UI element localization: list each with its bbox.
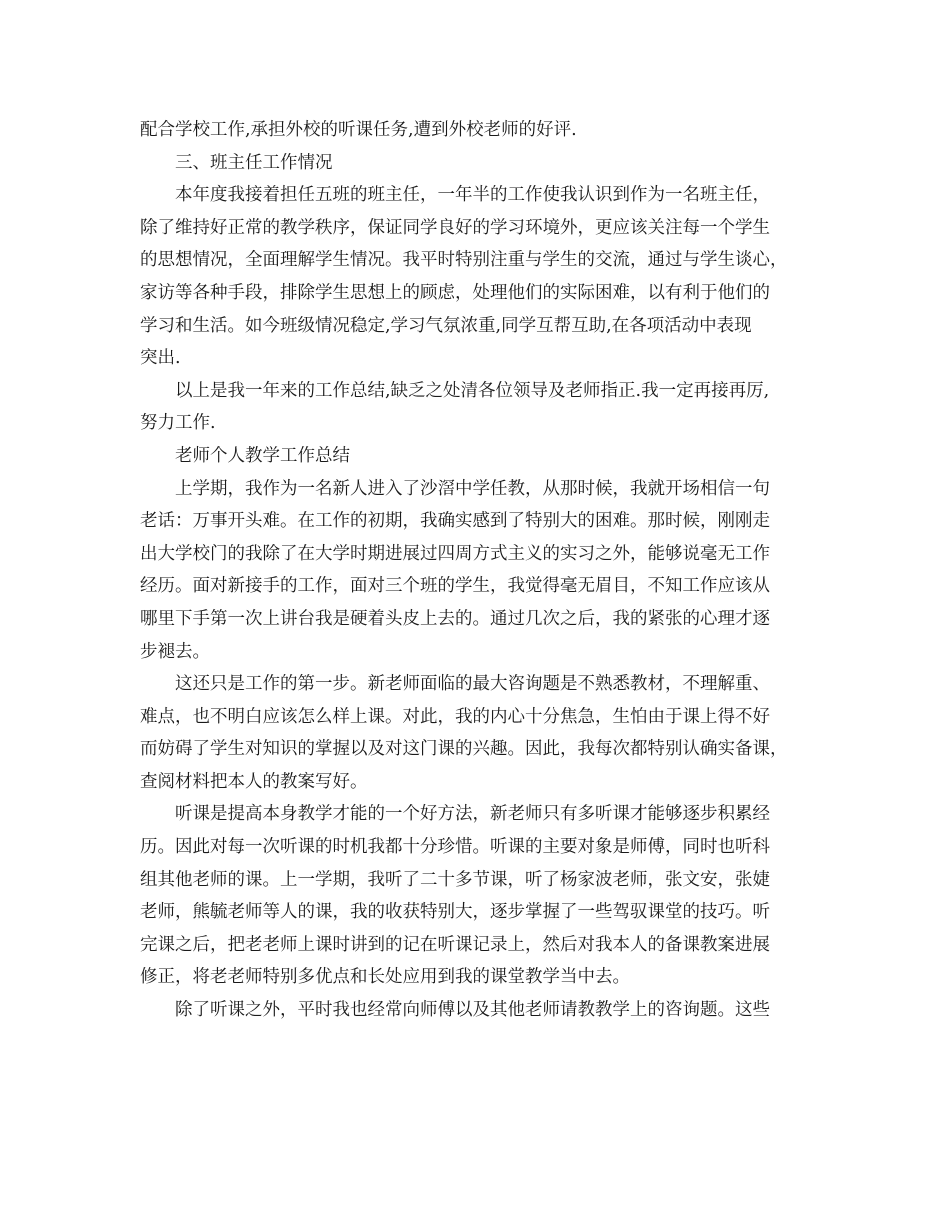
text-line: 经历。面对新接手的工作，面对三个班的学生，我觉得毫无眉目，不知工作应该从 [140,576,770,597]
text-line: 除了维持好正常的教学秩序，保证同学良好的学习环境外，更应该关注每一个学生 [140,217,770,238]
text-line: 哪里下手第一次上讲台我是硬着头皮上去的。通过几次之后，我的紧张的心理才逐 [140,608,770,629]
text-line: 突出. [140,348,181,369]
text-line: 家访等各种手段，排除学生思想上的顾虑，处理他们的实际困难，以有利于他们的 [140,282,770,303]
text-line: 查阅材料把本人的教案写好。 [140,771,368,792]
text-line: 历。因此对每一次听课的时机我都十分珍惜。听课的主要对象是师傅，同时也听科 [140,837,770,858]
text-line: 除了听课之外，平时我也经常向师傅以及其他老师请教教学上的咨询题。这些 [175,1000,770,1021]
text-line: 修正，将老老师特别多优点和长处应用到我的课堂教学当中去。 [140,967,630,988]
text-line: 步褪去。 [140,641,210,662]
text-line: 完课之后，把老老师上课时讲到的记在听课记录上，然后对我本人的备课教案进展 [140,934,770,955]
document-body [140,114,820,1027]
text-line: 以上是我一年来的工作总结,缺乏之处清各位领导及老师指正.我一定再接再厉, [175,380,770,401]
text-line: 而妨碍了学生对知识的掌握以及对这门课的兴趣。因此，我每次都特别认确实备课， [140,739,788,760]
text-line: 组其他老师的课。上一学期，我听了二十多节课，听了杨家波老师，张文安，张婕 [140,869,770,890]
text-line: 听课是提高本身教学才能的一个好方法，新老师只有多听课才能够逐步积累经 [175,804,770,825]
text-line: 出大学校门的我除了在大学时期进展过四周方式主义的实习之外，能够说毫无工作 [140,543,770,564]
section-heading: 三、班主任工作情况 [175,152,333,173]
text-line: 老师，熊毓老师等人的课，我的收获特别大，逐步掌握了一些驾驭课堂的技巧。听 [140,902,770,923]
text-line: 努力工作. [140,413,216,434]
text-line: 难点，也不明白应该怎么样上课。对此，我的内心十分焦急，生怕由于课上得不好 [140,706,770,727]
text-line: 老话：万事开头难。在工作的初期，我确实感到了特别大的困难。那时候，刚刚走 [140,511,770,532]
text-line: 学习和生活。如今班级情况稳定,学习气氛浓重,同学互帮互助,在各项活动中表现 [140,315,752,336]
text-line: 的思想情况，全面理解学生情况。我平时特别注重与学生的交流，通过与学生谈心， [140,250,788,271]
section-heading: 老师个人教学工作总结 [175,445,350,466]
text-line: 本年度我接着担任五班的班主任，一年半的工作使我认识到作为一名班主任， [175,185,770,206]
text-line: 配合学校工作,承担外校的听课任务,遭到外校老师的好评. [140,120,577,140]
text-line: 这还只是工作的第一步。新老师面临的最大咨询题是不熟悉教材，不理解重、 [175,674,770,695]
text-line: 上学期，我作为一名新人进入了沙滘中学任教，从那时候，我就开场相信一句 [175,478,770,499]
